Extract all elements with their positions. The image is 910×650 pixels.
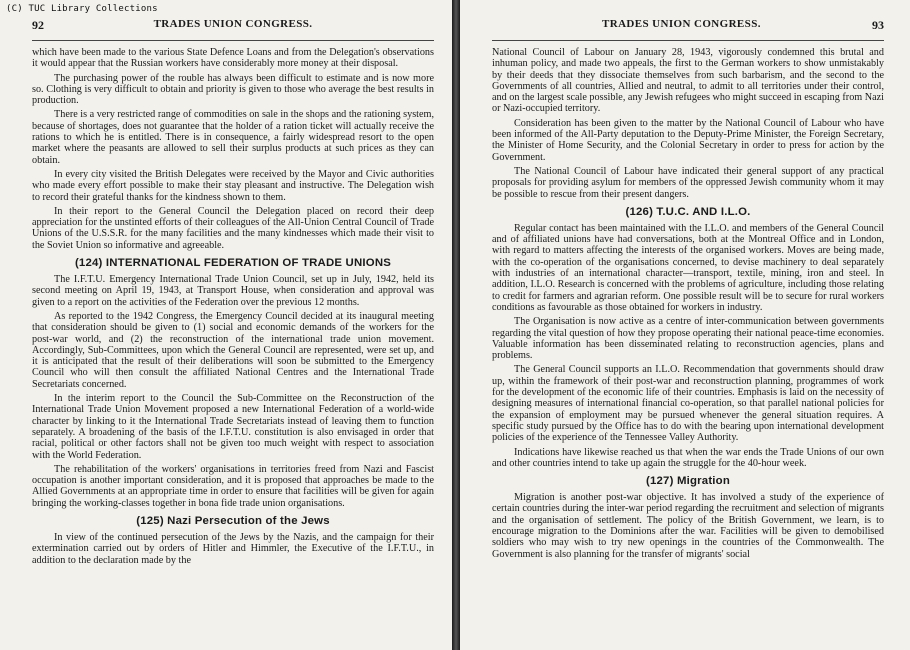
paragraph: Indications have likewise reached us that when the war ends the Trade Unions of our own and other countries intend to take up again the struggle for the 40-hour week. [492, 446, 884, 469]
paragraph: The rehabilitation of the workers' organisations in territories freed from Nazi and Fascist occupation is another important consideration, and it is proposed that approaches be made to the Allied Governments at an appropriate time in order to ensure that facilities will be given for again bringing the working-classes together in bona fide trade union organisations. [32, 463, 434, 509]
paragraph: The purchasing power of the rouble has always been difficult to estimate and is now more so. Clothing is very difficult to obtain and priority is given to those who average the best results in production. [32, 72, 434, 107]
right-page [460, 0, 910, 650]
paragraph: The National Council of Labour have indicated their general support of any practical proposals for providing asylum for members of the oppressed Jewish community whom it may be possible to rescue from their present dangers. [492, 165, 884, 200]
page-number-right: 93 [872, 18, 884, 32]
page-header-right [492, 18, 884, 38]
paragraph: which have been made to the various State Defence Loans and from the Delegation's observations it would appear that the Russian workers have considerably more money at their disposal. [32, 47, 434, 70]
paragraph: In every city visited the British Delegates were received by the Mayor and Civic authorities who made every effort possible to make their stay pleasant and instructive. The Delegation wish to record their grateful thanks for the kindness shown to them. [32, 168, 434, 203]
paragraph: Regular contact has been maintained with the I.L.O. and members of the General Council and of affiliated unions have had conversations, both at the Montreal Office and in London, with regard to matters affecting the interests of the organised workers. Moves are being made, with the co-operation of the organisations concerned, to devise machinery to deal separately with industries of an international character—transport, textile, mining, iron and steel. In addition, I.L.O. Research is concerned with the problems of agriculture, including those relating to credit for farmers and agrarian reform. One possible result will be to secure for rural workers conditions as favourable as those obtained for workers in industry. [492, 222, 884, 313]
section-heading-124: (124) INTERNATIONAL FEDERATION OF TRADE UNIONS [74, 257, 392, 270]
paragraph: As reported to the 1942 Congress, the Emergency Council decided at its inaugural meeting that consideration should be given to (1) social and economic demands of the workers for the post-war world, and (2) the reconstruction of the international trade union movement. Accordingly, Sub-Committees, upon which the General Council are represented, were set up, and it is anticipated that the result of their deliberations will soon be submitted to the Emergency Council who will then consult the affiliated National Centres and the International Trade Secretariats concerned. [32, 310, 434, 390]
paragraph: The Organisation is now active as a centre of inter-communication between governments regarding the vital question of how they propose operating their national peace-time economies. Valuable information has been disseminated relating to reconstruction agencies, plans and problems. [492, 316, 884, 362]
left-page [0, 0, 452, 650]
book-gutter [452, 0, 460, 650]
page-number-left: 92 [32, 18, 44, 32]
section-heading-125: (125) Nazi Persecution of the Jews [136, 514, 330, 527]
page-header-left [32, 18, 434, 38]
paragraph: The I.F.T.U. Emergency International Trade Union Council, set up in July, 1942, held its second meeting on April 19, 1943, at Transport House, when consideration and approval was given to a report on the activities of the Federation over the previous 12 months. [32, 274, 434, 308]
paragraph: Migration is another post-war objective. It has involved a study of the experience of certain countries during the inter-war period regarding the recruitment and selection of migrants and the organisation of settlement. The policy of the British Government, we learn, is to encourage migration to the Dominions after the war. Facilities will be given to demobilised soldiers who may wish to try new openings in the countries of the Commonwealth. The Government is also planning for the transfer of migrants' social [492, 492, 884, 560]
section-heading-126: (126) T.U.C. AND I.L.O. [625, 205, 751, 218]
watermark: (C) TUC Library Collections [6, 4, 158, 14]
section-heading-127: (127) Migration [645, 475, 730, 488]
paragraph: In the interim report to the Council the Sub-Committee on the Reconstruction of the International Trade Union Movement proposed a new International Federation of a world-wide character by linking to it the International Trade Secretariats instead of leaving them to function separately. A broadening of the basis of the I.F.T.U. constitution is also envisaged in order that racial, political or other factors shall not be given too much weight with respect to association with the World Federation. [32, 393, 434, 461]
running-title-right: TRADES UNION CONGRESS. [602, 18, 761, 30]
paragraph: Consideration has been given to the matter by the National Council of Labour who have been informed of the All-Party deputation to the Deputy-Prime Minister, the Foreign Secretary, the Minister of Home Security, and the Colonial Secretary in order to press for action by the Government. [492, 117, 884, 163]
header-rule-left [32, 40, 434, 41]
paragraph: In their report to the General Council the Delegation placed on record their deep appreciation for the unstinted efforts of their colleagues of the All-Union Central Council of Trade Unions of the U.S.S.R. for the many facilities and the many kindnesses which made their visit to the Soviet Union so informative and agreeable. [32, 205, 434, 251]
paragraph: In view of the continued persecution of the Jews by the Nazis, and the campaign for their extermination carried out by orders of Hitler and Himmler, the Executive of the I.F.T.U., in addition to the declaration made by the [32, 531, 434, 566]
paragraph: There is a very restricted range of commodities on sale in the shops and the rationing system, because of shortages, does not guarantee that the holder of a ration ticket will actually receive the rations to which he is entitled. There is in consequence, a fairly widespread resort to the open market where the peasants are allowed to sell their surplus products at such prices as they can obtain. [32, 109, 434, 166]
running-title-left: TRADES UNION CONGRESS. [153, 18, 313, 30]
header-rule-right [492, 40, 884, 41]
paragraph: The General Council supports an I.L.O. Recommendation that governments should draw up, within the framework of their post-war and reconstruction planning, programmes of work for the development of the economic life of their countries. Emphasis is laid on the necessity of designing measures of international financial co-operation, so that parallel national policies for the expansion of employment may be pursued whenever the general situation requires. A specific study pursued by the Office has to do with the bearing upon international development policies of the experience of the Tennessee Valley Authority. [492, 364, 884, 444]
paragraph: National Council of Labour on January 28, 1943, vigorously condemned this brutal and inhuman policy, and made two appeals, the first to the German workers to show unmistakably by their deeds that they dissociate themselves from such barbarism, and the second to the Governments of all countries, Allied and neutral, to admit to all territories under their control, and on the largest scale possible, any Jewish refugees who might succeed in escaping from Nazi or Nazi-occupied territory. [492, 47, 884, 115]
